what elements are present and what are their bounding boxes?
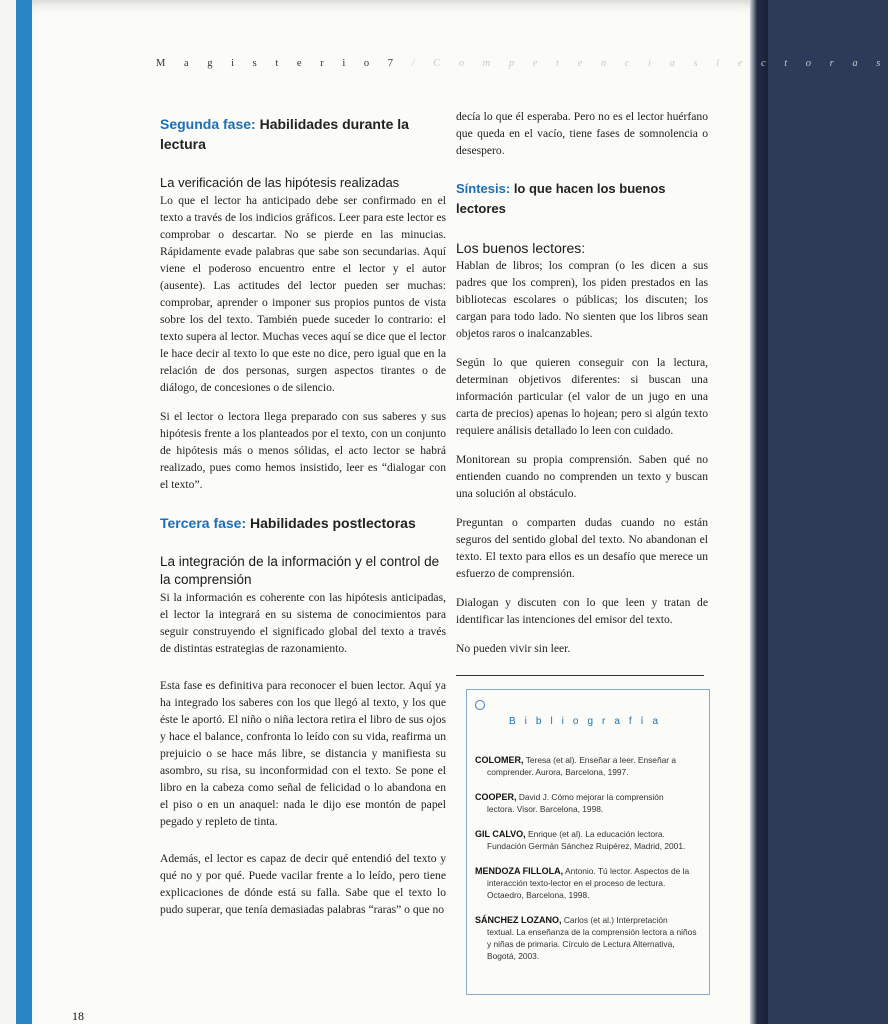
entry-text-cont: comprender. Aurora, Barcelona, 1997. bbox=[487, 767, 629, 777]
bibliography-box bbox=[466, 689, 710, 995]
paragraph: Si el lector o lectora llega preparado con sus saberes y sus hipótesis frente a los planteados por el texto, con un conjunto de hipótesis más o menos sólidas, el acto lector se habrá realizado, pues como hemos insistido, leer es “dialogar con el texto”. bbox=[160, 410, 446, 491]
bibliography-entry bbox=[475, 791, 701, 815]
bibliography-title: Bibliografía bbox=[508, 716, 668, 727]
subheading-buenos-lectores: Los buenos lectores: bbox=[456, 240, 586, 256]
header-subtitle: / C o m p e t e n c i a s l e c t o r a s bbox=[411, 58, 888, 69]
paragraph: decía lo que él esperaba. Pero no es el lector huérfano que queda en el vacío, tiene fases de somnolencia o desespero. bbox=[456, 110, 708, 157]
paragraph: Además, el lector es capaz de decir qué entendió del texto y qué no y por qué. Puede vacilar frente a lo leído, pero tiene explicaciones de dónde está su falla. Sabe que el texto lo pudo superar, que tenía demasiadas palabras “raras” o que no bbox=[160, 852, 446, 916]
page-edge-left bbox=[0, 0, 16, 1024]
entry-author: COOPER, bbox=[475, 792, 517, 802]
synthesis-heading bbox=[456, 179, 708, 219]
divider-rule bbox=[456, 675, 704, 676]
entry-text: Enrique (et al). La educación lectora. bbox=[528, 829, 665, 839]
entry-author: MENDOZA FILLOLA, bbox=[475, 866, 564, 876]
paragraph: Preguntan o comparten dudas cuando no están seguros del sentido global del texto. No abandonan el texto. El texto para ellos es un desafío que merece un esfuerzo de comprensión. bbox=[456, 516, 708, 580]
entry-text: Antonio. Tú lector. Aspectos de la bbox=[565, 866, 690, 876]
subheading-integracion: La integración de la información y el control de la comprensión bbox=[160, 554, 440, 587]
phase2-heading bbox=[160, 114, 446, 154]
right-column bbox=[456, 108, 708, 676]
entry-text-cont: textual. La enseñanza de la comprensión lectora a niños y niñas de primaria. Círculo de Lectura Alternativa, Bogotá, 2003. bbox=[487, 927, 697, 961]
paragraph: No pueden vivir sin leer. bbox=[456, 642, 571, 655]
synthesis-title: lo que hacen los buenos lectores bbox=[456, 181, 666, 216]
entry-text-cont: interacción texto-lector en el proceso de lectura. Octaedro, Barcelona, 1998. bbox=[487, 878, 666, 900]
subheading-verificacion: La verificación de las hipótesis realizadas bbox=[160, 175, 400, 190]
phase2-title: Habilidades durante la lectura bbox=[160, 116, 409, 152]
phase2-label: Segunda fase: bbox=[160, 116, 256, 132]
page-number: 18 bbox=[72, 1009, 84, 1023]
running-header bbox=[156, 58, 888, 69]
entry-text-cont: lectora. Visor. Barcelona, 1998. bbox=[487, 804, 604, 814]
bibliography-list bbox=[475, 754, 701, 975]
bibliography-entry bbox=[475, 914, 701, 962]
entry-author: SÁNCHEZ LOZANO, bbox=[475, 915, 562, 925]
header-title: M a g i s t e r i o 7 bbox=[156, 58, 401, 69]
entry-text-cont: Fundación Germán Sánchez Ruipérez, Madrid, 2001. bbox=[487, 841, 686, 851]
entry-author: COLOMER, bbox=[475, 755, 524, 765]
phase3-title: Habilidades postlectoras bbox=[250, 515, 416, 531]
entry-text: Teresa (et al). Enseñar a leer. Enseñar a bbox=[525, 755, 677, 765]
entry-author: GIL CALVO, bbox=[475, 829, 526, 839]
paragraph: Según lo que quieren conseguir con la lectura, determinan objetivos diferentes: si buscan una información particular (el valor de un jugo en una carta de precios) apenas lo hojean; pero si algún texto requiere análisis detallado lo leen con cuidado. bbox=[456, 356, 708, 437]
page-edge-right bbox=[750, 0, 768, 1024]
entry-text: Carlos (et al.) Interpretación bbox=[563, 915, 668, 925]
paragraph: Dialogan y discuten con lo que leen y tratan de identificar las intenciones del emisor del texto. bbox=[456, 596, 708, 626]
phase3-heading bbox=[160, 513, 446, 533]
bibliography-entry bbox=[475, 865, 701, 901]
entry-text: David J. Cómo mejorar la comprensión bbox=[518, 792, 664, 802]
blue-margin-strip bbox=[16, 0, 32, 1024]
synthesis-label: Síntesis: bbox=[456, 181, 511, 196]
paragraph: Monitorean su propia comprensión. Saben qué no entienden cuando no comprenden un texto y buscan una solución al obstáculo. bbox=[456, 453, 708, 500]
paragraph: Esta fase es definitiva para reconocer el buen lector. Aquí ya ha integrado los saberes con los que llegó al texto, y los que éste le aportó. El niño o niña lectora retira el libro de sus ojos y hace el balance, confronta lo leído con su vida, reafirma un prejuicio o se hace más libre, se distancia y manifiesta su asombro, su risa, su inconformidad con el texto. Se pone el libro en la cabeza como señal de felicidad o lo abandona en el piso o en un anaquel: nada le dijo ese montón de papel pegado y repleto de tinta. bbox=[160, 679, 446, 828]
circle-icon bbox=[475, 700, 485, 710]
bibliography-entry bbox=[475, 828, 701, 852]
left-column bbox=[160, 114, 446, 918]
paragraph: Hablan de libros; los compran (o les dicen a sus padres que los compren), los piden prestados en las bibliotecas escolares o públicas; los discuten; los cargan para todo lado. No sienten que los libros sean objetos raros o inalcanzables. bbox=[456, 259, 708, 340]
paragraph: Si la información es coherente con las hipótesis anticipadas, el lector la integrará en su sistema de conocimientos para seguir construyendo el significado global del texto a través de distintas estrategias de razonamiento. bbox=[160, 591, 446, 655]
bibliography-entry bbox=[475, 754, 701, 778]
phase3-label: Tercera fase: bbox=[160, 515, 247, 531]
paragraph: Lo que el lector ha anticipado debe ser confirmado en el texto a través de los indicios gráficos. Leer para este lector es comprobar o descartar. No se pierde en las minucias. Rápidamente evade palabras que sabe son secundarias. Aquí viene el poderoso encuentro entre el lector y el autor (ausente). Las actitudes del lector pueden ser muchas: comprobar, aprender o imponer sus propios puntos de vista sobre los del texto. También puede suceder lo contrario: el texto supera al lector. Muchas veces aquí se dice que el lector le hace decir al texto lo que este no dice, pero igual que en la relación de dos personas, surgen aspectos tirantes o de diálogo, de concesiones o de silencio. bbox=[160, 194, 446, 394]
